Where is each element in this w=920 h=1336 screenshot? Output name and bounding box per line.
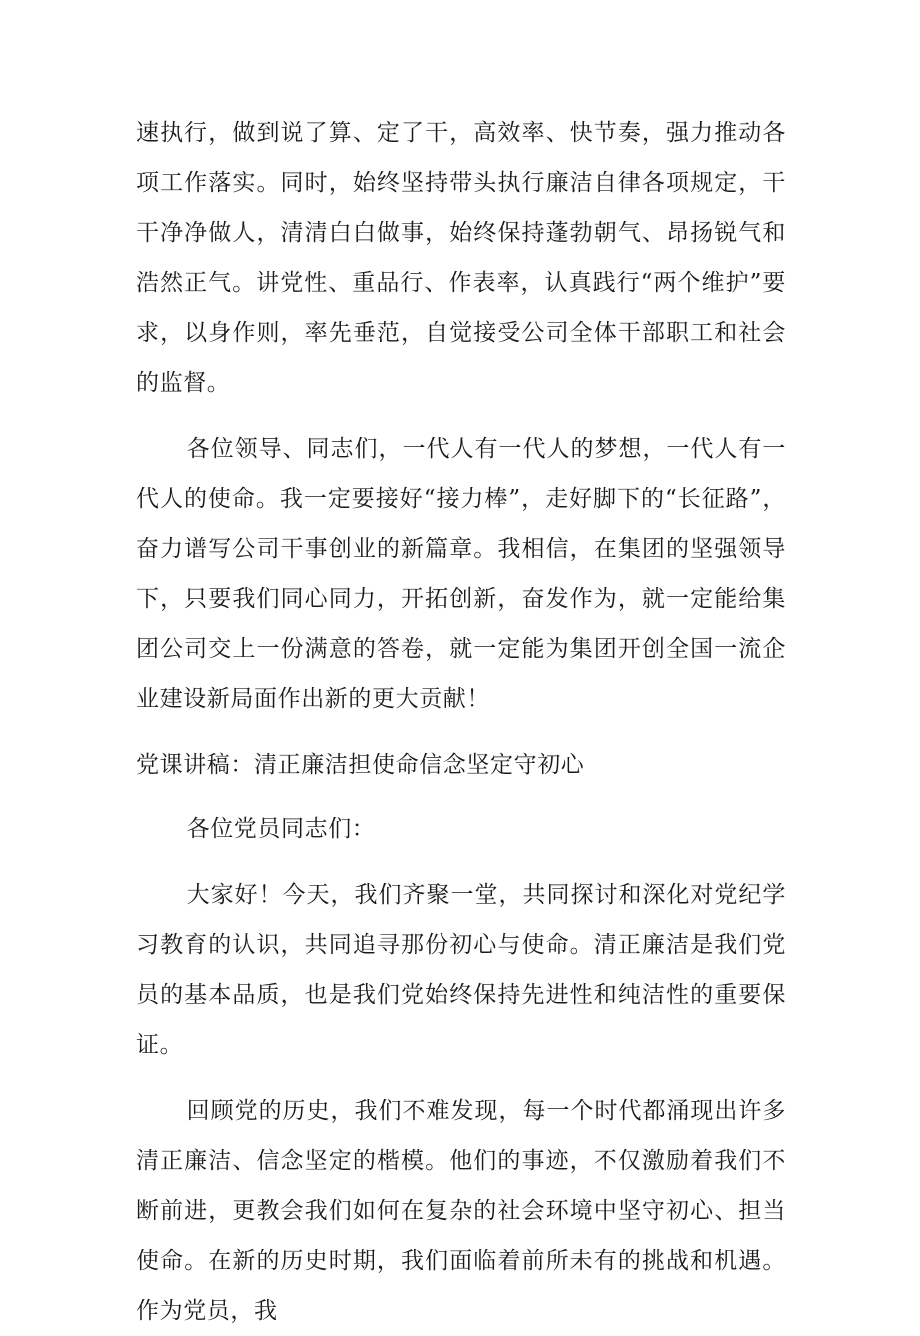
paragraph-continued: 速执行，做到说了算、定了干，高效率、快节奏，强力推动各项工作落实。同时，始终坚持带头执行廉洁自律各项规定，干干净净做人，清清白白做事，始终保持蓬勃朝气、昂扬锐气和浩然正气。讲党性、重品行、作表率，认真践行“两个维护”要求，以身作则，率先垂范，自觉接受公司全体干部职工和社会的监督。 [136, 120, 786, 396]
paragraph-intro: 大家好！今天，我们齐聚一堂，共同探讨和深化对党纪学习教育的认识，共同追寻那份初心与使命。清正廉洁是我们党员的基本品质，也是我们党始终保持先进性和纯洁性的重要保证。 [136, 882, 786, 1058]
section-title: 党课讲稿：清正廉洁担使命信念坚定守初心 [136, 752, 585, 778]
salutation: 各位党员同志们： [186, 816, 376, 842]
paragraph-history: 回顾党的历史，我们不难发现，每一个时代都涌现出许多清正廉洁、信念坚定的楷模。他们的事迹，不仅激励着我们不断前进，更教会我们如何在复杂的社会环境中坚守初心、担当使命。在新的历史时期，我们面临着前所未有的挑战和机遇。作为党员，我 [136, 1098, 786, 1324]
document-body [136, 108, 786, 1336]
paragraph-closing: 各位领导、同志们，一代人有一代人的梦想，一代人有一代人的使命。我一定要接好“接力棒”，走好脚下的“长征路”，奋力谱写公司干事创业的新篇章。我相信，在集团的坚强领导下，只要我们同心同力，开拓创新，奋发作为，就一定能给集团公司交上一份满意的答卷，就一定能为集团开创全国一流企业建设新局面作出新的更大贡献！ [136, 436, 786, 712]
